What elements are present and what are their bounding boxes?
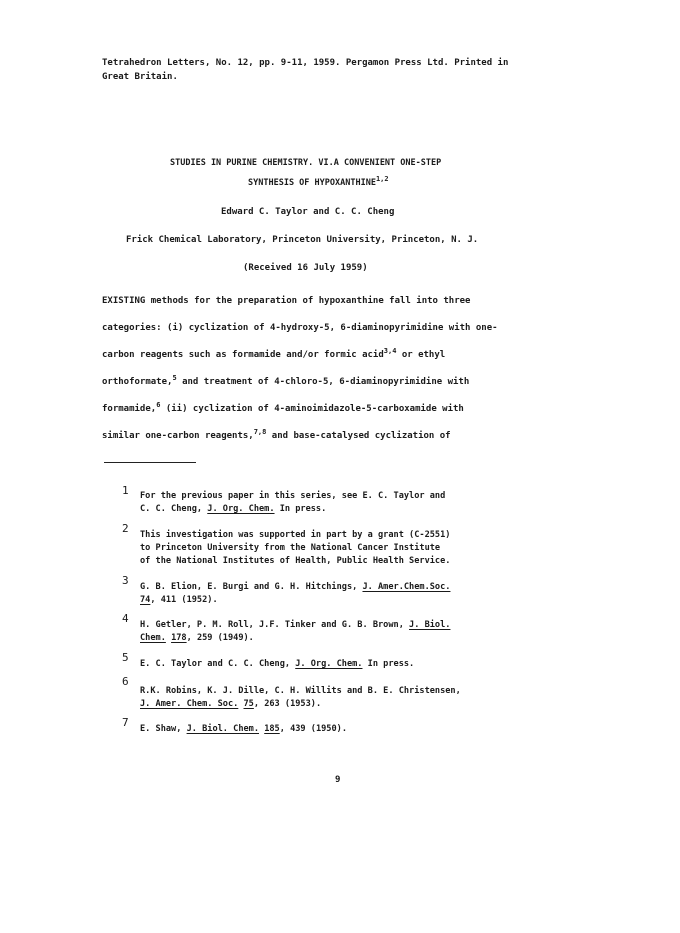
volume-number: 75 <box>243 699 254 709</box>
footnote-1-line-2: C. C. Cheng, J. Org. Chem. In press. <box>140 504 327 514</box>
footnote-2-line-3: of the National Institutes of Health, Public Health Service. <box>140 556 451 566</box>
footnote-6-line-2: J. Amer. Chem. Soc. 75, 263 (1953). <box>140 699 322 709</box>
body-line-1: EXISTING methods for the preparation of hypoxanthine fall into three <box>102 296 471 306</box>
journal-header-line-1: Tetrahedron Letters, No. 12, pp. 9-11, 1959. Pergamon Press Ltd. Printed in <box>102 58 509 68</box>
footnote-2-number: 2 <box>122 522 129 535</box>
volume-number: 178 <box>171 633 187 643</box>
title-line-1: STUDIES IN PURINE CHEMISTRY. VI.A CONVENIENT ONE-STEP <box>170 158 442 168</box>
body-line-2: categories: (i) cyclization of 4-hydroxy-5, 6-diaminopyrimidine with one- <box>102 323 498 333</box>
footnote-3-line-1: G. B. Elion, E. Burgi and G. H. Hitchings, J. Amer.Chem.Soc. <box>140 582 451 592</box>
title-superscript: 1,2 <box>375 175 389 184</box>
journal-header-line-2: Great Britain. <box>102 72 178 82</box>
received-date: (Received 16 July 1959) <box>243 263 368 273</box>
journal-citation: Chem. <box>140 633 166 643</box>
title-line-2 <box>248 175 389 188</box>
footnote-1-number: 1 <box>122 484 129 497</box>
volume-number: 185 <box>264 724 280 734</box>
footnote-2-line-1: This investigation was supported in part by a grant (C-2551) <box>140 530 451 540</box>
footnote-6-line-1: R.K. Robins, K. J. Dille, C. H. Willits and B. E. Christensen, <box>140 686 461 696</box>
footnote-6-number: 6 <box>122 675 129 688</box>
footnote-7-line-1: E. Shaw, J. Biol. Chem. 185, 439 (1950). <box>140 724 347 734</box>
body-line-6: similar one-carbon reagents,$^{7,8}$ and base-catalysed cyclization of <box>102 428 451 441</box>
body-line-5: formamide,$^6$ (ii) cyclization of 4-aminoimidazole-5-carboxamide with <box>102 401 464 414</box>
footnote-3-number: 3 <box>122 574 129 587</box>
affiliation: Frick Chemical Laboratory, Princeton University, Princeton, N. J. <box>126 235 479 245</box>
footnote-4-number: 4 <box>122 612 129 625</box>
footnote-separator <box>104 462 196 463</box>
body-line-4: orthoformate,$^5$ and treatment of 4-chloro-5, 6-diaminopyrimidine with <box>102 374 470 387</box>
body-line-3: carbon reagents such as formamide and/or formic acid$^{3,4}$ or ethyl <box>102 347 446 360</box>
journal-citation: J. Org. Chem. <box>295 659 363 669</box>
authors: Edward C. Taylor and C. C. Cheng <box>221 207 395 217</box>
journal-citation: J. Org. Chem. <box>207 504 275 514</box>
journal-citation: J. Amer.Chem.Soc. <box>362 582 451 592</box>
footnote-4-line-1: H. Getler, P. M. Roll, J.F. Tinker and G. B. Brown, J. Biol. <box>140 620 451 630</box>
footnote-5-line-1: E. C. Taylor and C. C. Cheng, J. Org. Chem. In press. <box>140 659 415 669</box>
journal-citation: J. Biol. <box>409 620 451 630</box>
page-number: 9 <box>335 775 341 785</box>
footnote-2-line-2: to Princeton University from the National Cancer Institute <box>140 543 441 553</box>
volume-number: 74 <box>140 595 151 605</box>
journal-citation: J. Biol. Chem. <box>186 724 260 734</box>
footnote-3-line-2: 74, 411 (1952). <box>140 595 218 605</box>
journal-citation: J. Amer. Chem. Soc. <box>140 699 239 709</box>
title-line-2-text: SYNTHESIS OF HYPOXANTHINE <box>248 178 376 188</box>
footnote-4-line-2: Chem. 178, 259 (1949). <box>140 633 254 643</box>
footnote-1-line-1: For the previous paper in this series, see E. C. Taylor and <box>140 491 446 501</box>
footnote-7-number: 7 <box>122 716 129 729</box>
footnote-5-number: 5 <box>122 651 129 664</box>
